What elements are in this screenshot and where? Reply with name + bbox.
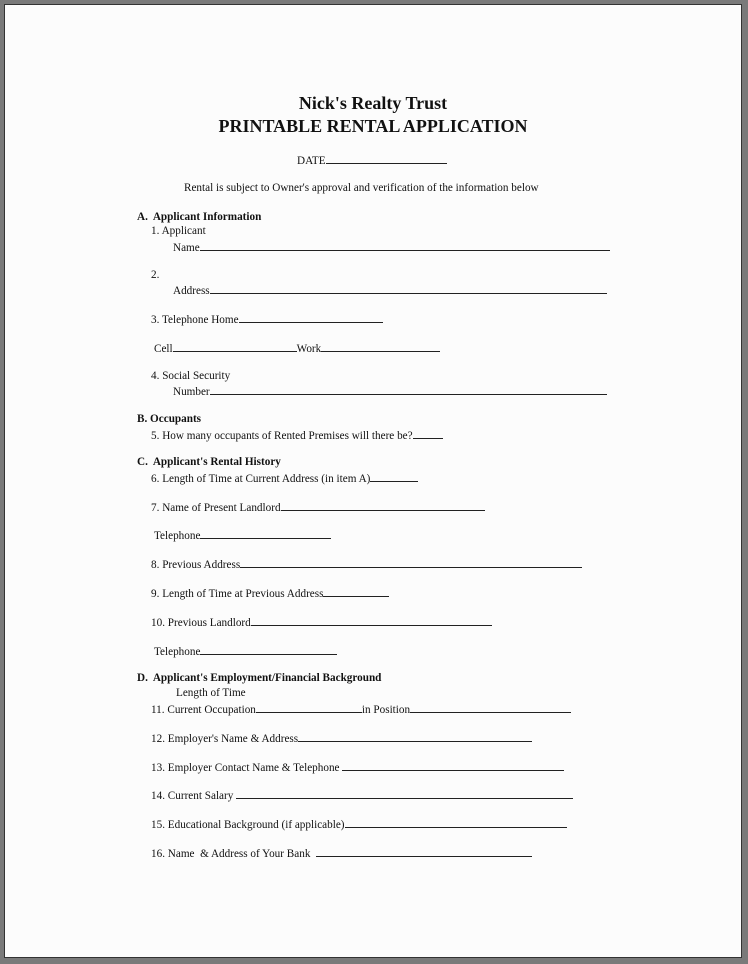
in-position-label: in Position — [361, 704, 411, 716]
section-d-heading: D. Applicant's Employment/Financial Background — [137, 672, 382, 684]
telephone-2-row — [154, 644, 337, 659]
q11-label: 11. Current Occupation — [151, 704, 256, 716]
q11-row — [151, 702, 571, 717]
number-label: Number — [173, 386, 210, 398]
q8-field[interactable] — [240, 557, 582, 568]
telephone-home-label: 3. Telephone Home — [151, 314, 239, 326]
q16-field[interactable] — [316, 846, 532, 857]
address-field[interactable] — [210, 283, 607, 294]
telephone-label: Telephone — [154, 530, 201, 542]
section-a-heading: A. Applicant Information — [137, 211, 262, 223]
cell-label: Cell — [154, 343, 173, 355]
name-label: Name — [173, 242, 200, 254]
q9-row — [151, 586, 389, 601]
q6-row — [151, 471, 418, 486]
telephone-2-label: Telephone — [154, 646, 201, 658]
work-field[interactable] — [321, 341, 440, 352]
q10-row — [151, 615, 492, 630]
ssn-row — [173, 384, 607, 399]
q15-row — [151, 817, 567, 832]
form-title: Nick's Realty Trust — [298, 93, 448, 113]
date-field[interactable] — [326, 153, 447, 164]
q7-row — [151, 500, 485, 515]
q9-label: 9. Length of Time at Previous Address — [151, 588, 324, 600]
q11-position-field[interactable] — [410, 702, 571, 713]
applicant-label: 1. Applicant — [151, 225, 206, 237]
telephone-2-field[interactable] — [200, 644, 337, 655]
q9-field[interactable] — [323, 586, 389, 597]
address-label: Address — [173, 285, 210, 297]
q16-label: 16. Name & Address of Your Bank — [151, 848, 317, 860]
q8-label: 8. Previous Address — [151, 559, 241, 571]
q7-field[interactable] — [281, 500, 485, 511]
ssn-label: 4. Social Security — [151, 370, 231, 382]
item-2-label: 2. — [151, 269, 160, 281]
application-page — [4, 4, 742, 958]
q14-label: 14. Current Salary — [151, 790, 237, 802]
q15-label: 15. Educational Background (if applicable) — [151, 819, 345, 831]
q7-label: 7. Name of Present Landlord — [151, 502, 281, 514]
telephone-home-row — [151, 312, 383, 327]
section-b-heading: B. Occupants — [137, 413, 202, 425]
q12-label: 12. Employer's Name & Address — [151, 733, 299, 745]
date-row — [297, 153, 447, 168]
q10-field[interactable] — [251, 615, 492, 626]
q10-label: 10. Previous Landlord — [151, 617, 251, 629]
work-label: Work — [296, 343, 322, 355]
telephone-row — [154, 528, 331, 543]
q5-label: 5. How many occupants of Rented Premises will there be? — [151, 430, 413, 442]
q11-occupation-field[interactable] — [256, 702, 362, 713]
length-of-time-label: Length of Time — [176, 687, 246, 699]
q5-row — [151, 428, 443, 443]
ssn-field[interactable] — [210, 384, 607, 395]
q16-row — [151, 846, 532, 861]
notice-text: Rental is subject to Owner's approval and verification of the information below — [184, 182, 539, 194]
address-row — [173, 283, 607, 298]
cell-field[interactable] — [173, 341, 297, 352]
q13-label: 13. Employer Contact Name & Telephone — [151, 762, 343, 774]
name-field[interactable] — [200, 240, 610, 251]
telephone-home-field[interactable] — [239, 312, 383, 323]
form-subtitle: PRINTABLE RENTAL APPLICATION — [218, 116, 528, 136]
q12-field[interactable] — [298, 731, 532, 742]
q15-field[interactable] — [345, 817, 567, 828]
q14-field[interactable] — [236, 788, 573, 799]
section-c-heading: C. Applicant's Rental History — [137, 456, 281, 468]
q6-field[interactable] — [370, 471, 418, 482]
name-row — [173, 240, 610, 255]
q6-label: 6. Length of Time at Current Address (in item A) — [151, 473, 371, 485]
telephone-field[interactable] — [200, 528, 331, 539]
cell-work-row — [154, 341, 440, 356]
date-label: DATE — [297, 155, 326, 167]
q13-field[interactable] — [342, 760, 564, 771]
q13-row — [151, 760, 564, 775]
q12-row — [151, 731, 532, 746]
q8-row — [151, 557, 582, 572]
q14-row — [151, 788, 573, 803]
q5-field[interactable] — [413, 428, 443, 439]
